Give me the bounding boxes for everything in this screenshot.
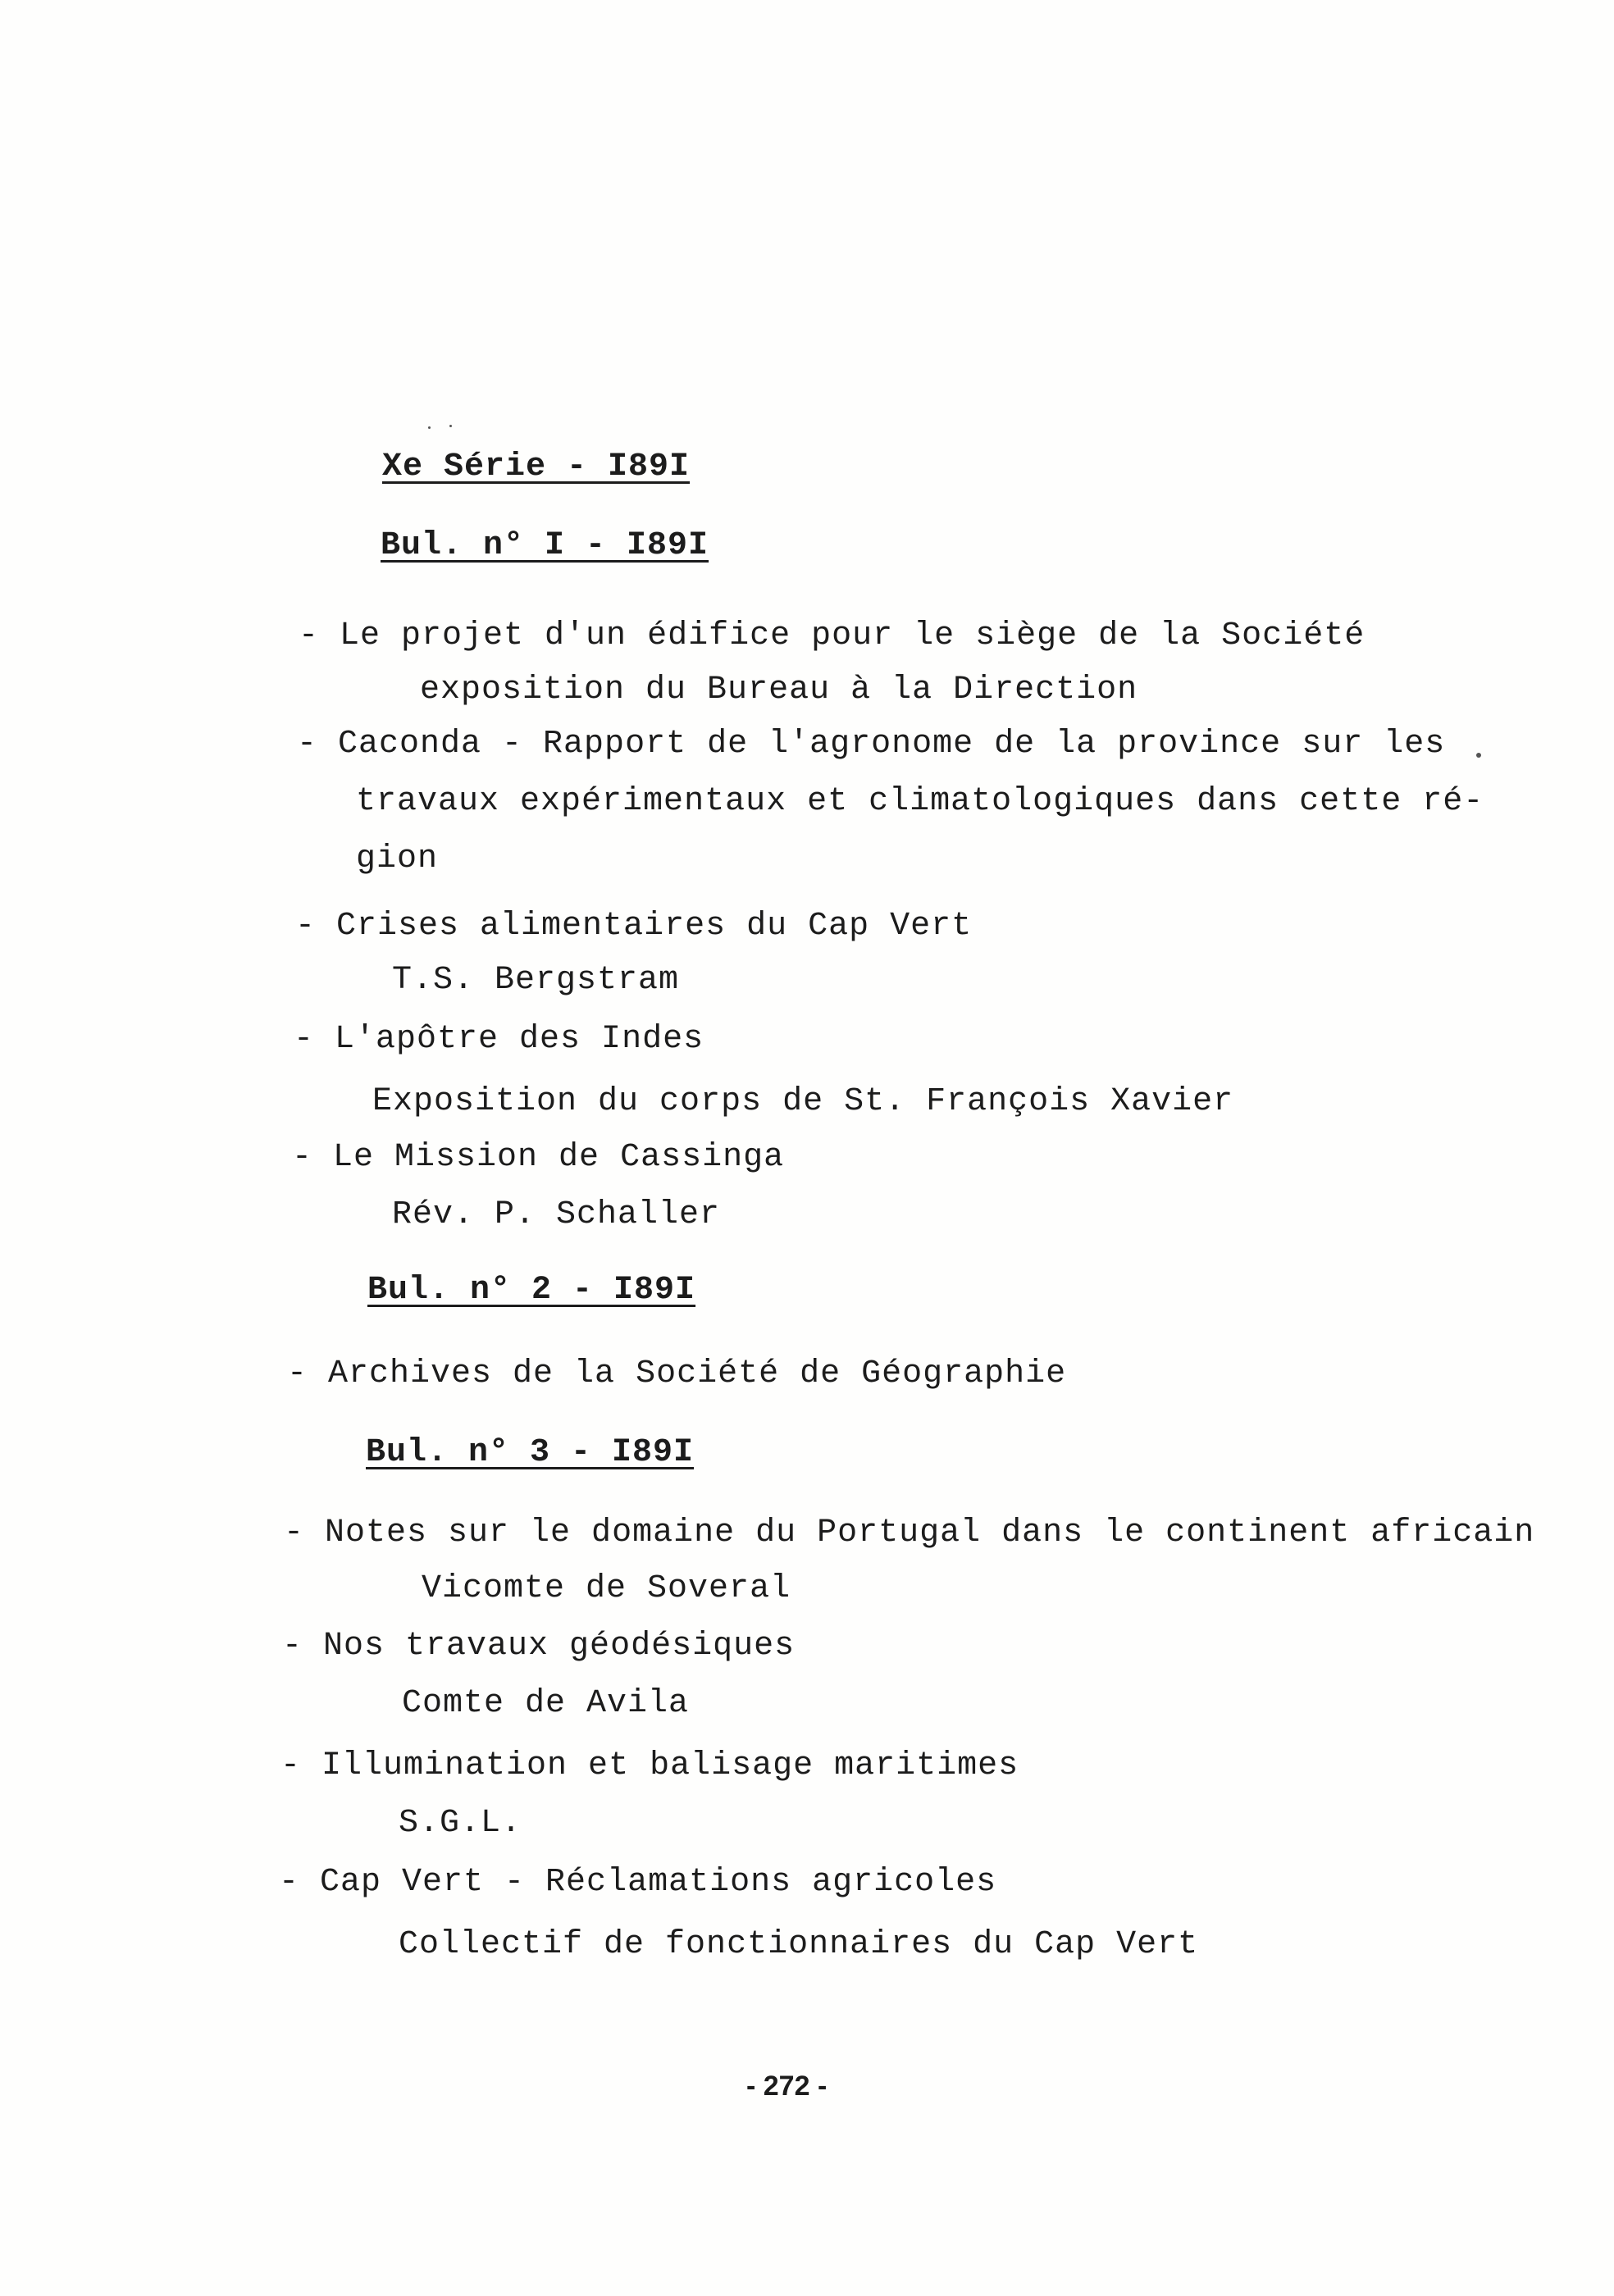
scan-speck <box>428 426 431 429</box>
list-item-author: Vicomte de Soveral <box>422 1570 791 1607</box>
list-item-author: Exposition du corps de St. François Xavier <box>372 1083 1234 1120</box>
page-number: - 272 - <box>746 2070 828 2102</box>
list-item-continuation: travaux expérimentaux et climatologiques dans cette ré- <box>356 783 1484 820</box>
bulletin-3-heading: Bul. n° 3 - I89I <box>366 1434 695 1471</box>
list-item: - Cap Vert - Réclamations agricoles <box>279 1864 997 1901</box>
list-item: - Nos travaux géodésiques <box>282 1628 796 1665</box>
list-item-author: Collectif de fonctionnaires du Cap Vert <box>399 1926 1199 1963</box>
list-item: - Illumination et balisage maritimes <box>280 1747 1019 1784</box>
list-item: - Archives de la Société de Géographie <box>287 1355 1067 1392</box>
list-item: - L'apôtre des Indes <box>294 1021 704 1058</box>
list-item: - Crises alimentaires du Cap Vert <box>295 908 973 945</box>
list-item-author: T.S. Bergstram <box>392 962 680 999</box>
scan-speck <box>1476 753 1481 758</box>
list-item: - Caconda - Rapport de l'agronome de la province sur les <box>297 726 1446 763</box>
list-item-continuation: exposition du Bureau à la Direction <box>420 672 1138 708</box>
bulletin-2-heading: Bul. n° 2 - I89I <box>367 1272 696 1309</box>
series-heading: Xe Série - I89I <box>382 449 691 485</box>
list-item-author: Comte de Avila <box>402 1685 690 1722</box>
list-item: - Notes sur le domaine du Portugal dans le continent africain <box>284 1515 1535 1551</box>
list-item: - Le Mission de Cassinga <box>292 1139 785 1176</box>
list-item: - Le projet d'un édifice pour le siège de la Société <box>299 617 1366 654</box>
list-item-author: Rév. P. Schaller <box>392 1196 721 1233</box>
scan-speck <box>449 425 452 427</box>
list-item-continuation: gion <box>356 840 439 877</box>
list-item-author: S.G.L. <box>399 1805 522 1842</box>
bulletin-1-heading: Bul. n° I - I89I <box>381 527 709 564</box>
